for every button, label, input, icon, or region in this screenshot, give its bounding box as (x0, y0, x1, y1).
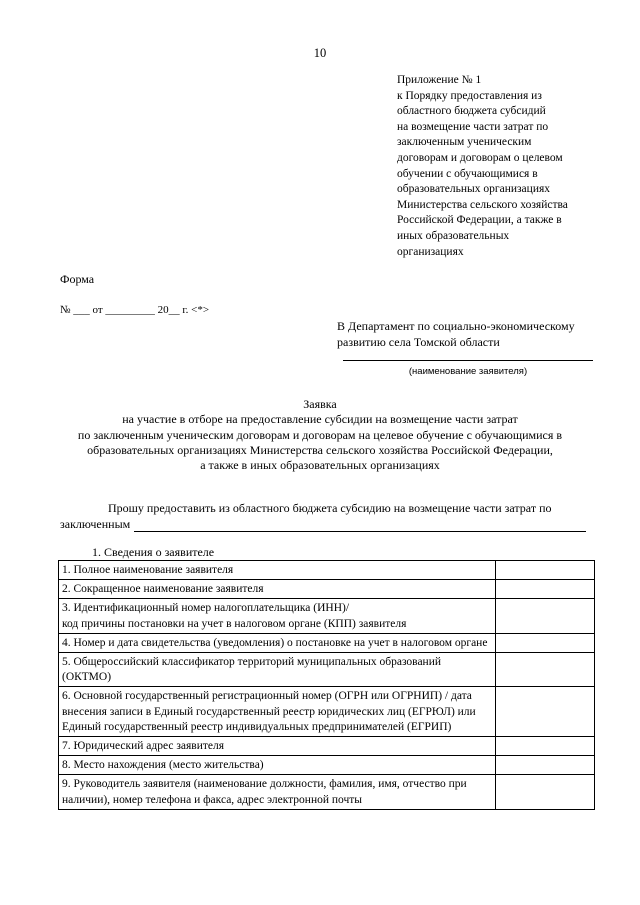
row-value-cell[interactable] (496, 633, 595, 652)
row-label: 2. Сокращенное наименование заявителя (59, 580, 496, 599)
application-title-line: образовательных организациях Министерства сельского хозяйства Российской Федерации, (87, 442, 553, 457)
row-label: 7. Юридический адрес заявителя (59, 737, 496, 756)
row-value-cell[interactable] (496, 561, 595, 580)
appendix-line: к Порядку предоставления из (397, 89, 542, 102)
form-label: Форма (60, 272, 95, 286)
table-row (59, 687, 595, 737)
table-row (59, 633, 595, 652)
appendix-line: договорам и договорам о целевом (397, 151, 563, 164)
appendix-line: иных образовательных (397, 229, 510, 242)
row-label: 9. Руководитель заявителя (наименование должности, фамилия, имя, отчество при наличии), номер телефона и факса, адрес электронной почты (59, 775, 496, 809)
row-value-cell[interactable] (496, 687, 595, 737)
contracts-fill-field[interactable] (134, 519, 586, 532)
row-label: 8. Место нахождения (место жительства) (59, 756, 496, 775)
form-number-date-line[interactable]: № ___ от _________ 20__ г. <*> (60, 304, 210, 316)
row-value-cell[interactable] (496, 775, 595, 809)
request-line (60, 516, 600, 532)
page-number: 10 (313, 46, 327, 60)
row-label: 1. Полное наименование заявителя (59, 561, 496, 580)
row-value-cell[interactable] (496, 599, 595, 633)
table-row (59, 580, 595, 599)
appendix-header (397, 73, 597, 260)
row-value-cell[interactable] (496, 756, 595, 775)
appendix-line: образовательных организациях (397, 183, 551, 196)
table-row (59, 756, 595, 775)
request-paragraph (60, 500, 600, 532)
application-title-line: по заключенным ученическим договорам и договорам на целевое обучение с обучающимися в (77, 427, 563, 442)
table-row (59, 599, 595, 633)
request-line: Прошу предоставить из областного бюджета субсидию на возмещение части затрат по (108, 501, 552, 515)
application-title-line: на участие в отборе на предоставление субсидии на возмещение части затрат (122, 412, 518, 427)
applicant-info-table (58, 560, 595, 810)
applicant-name-caption: (наименование заявителя) (408, 366, 528, 377)
appendix-line: заключенным ученическим (397, 136, 532, 149)
application-title-heading: Заявка (303, 397, 337, 411)
row-label: 4. Номер и дата свидетельства (уведомления) о постановке на учет в налоговом органе (59, 633, 496, 652)
table-row (59, 737, 595, 756)
appendix-line: Российской Федерации, а также в (397, 214, 562, 227)
appendix-line: областного бюджета субсидий (397, 105, 546, 118)
table-row (59, 561, 595, 580)
row-value-cell[interactable] (496, 653, 595, 687)
appendix-line: на возмещение части затрат по (397, 120, 549, 133)
recipient-department: В Департамент по социально-экономическому развитию села Томской области (337, 319, 575, 349)
row-label: 5. Общероссийский классификатор территорий муниципальных образований (ОКТМО) (59, 653, 496, 687)
application-title-line: а также в иных образовательных организациях (200, 458, 440, 473)
row-value-cell[interactable] (496, 580, 595, 599)
appendix-line: Министерства сельского хозяйства (397, 198, 568, 211)
section-title: 1. Сведения о заявителе (92, 545, 215, 559)
row-label: 3. Идентификационный номер налогоплательщика (ИНН)/ код причины постановки на учет в налоговом органе (КПП) заявителя (59, 599, 496, 633)
applicant-name-field[interactable] (343, 360, 593, 361)
appendix-line: Приложение № 1 (397, 74, 482, 86)
appendix-line: организациях (397, 245, 464, 258)
appendix-line: обучении с обучающимися в (397, 167, 538, 180)
table-row (59, 653, 595, 687)
row-value-cell[interactable] (496, 737, 595, 756)
table-row (59, 775, 595, 809)
application-title (40, 397, 600, 473)
row-label: 6. Основной государственный регистрационный номер (ОГРН или ОГРНИП) / дата внесения записи в Единый государственный реестр юридических лиц (ЕГРЮЛ) или Единый государственный реестр индивидуальных предпринимателей (ЕГРИП) (59, 687, 496, 737)
request-line-start: заключенным (60, 517, 131, 531)
